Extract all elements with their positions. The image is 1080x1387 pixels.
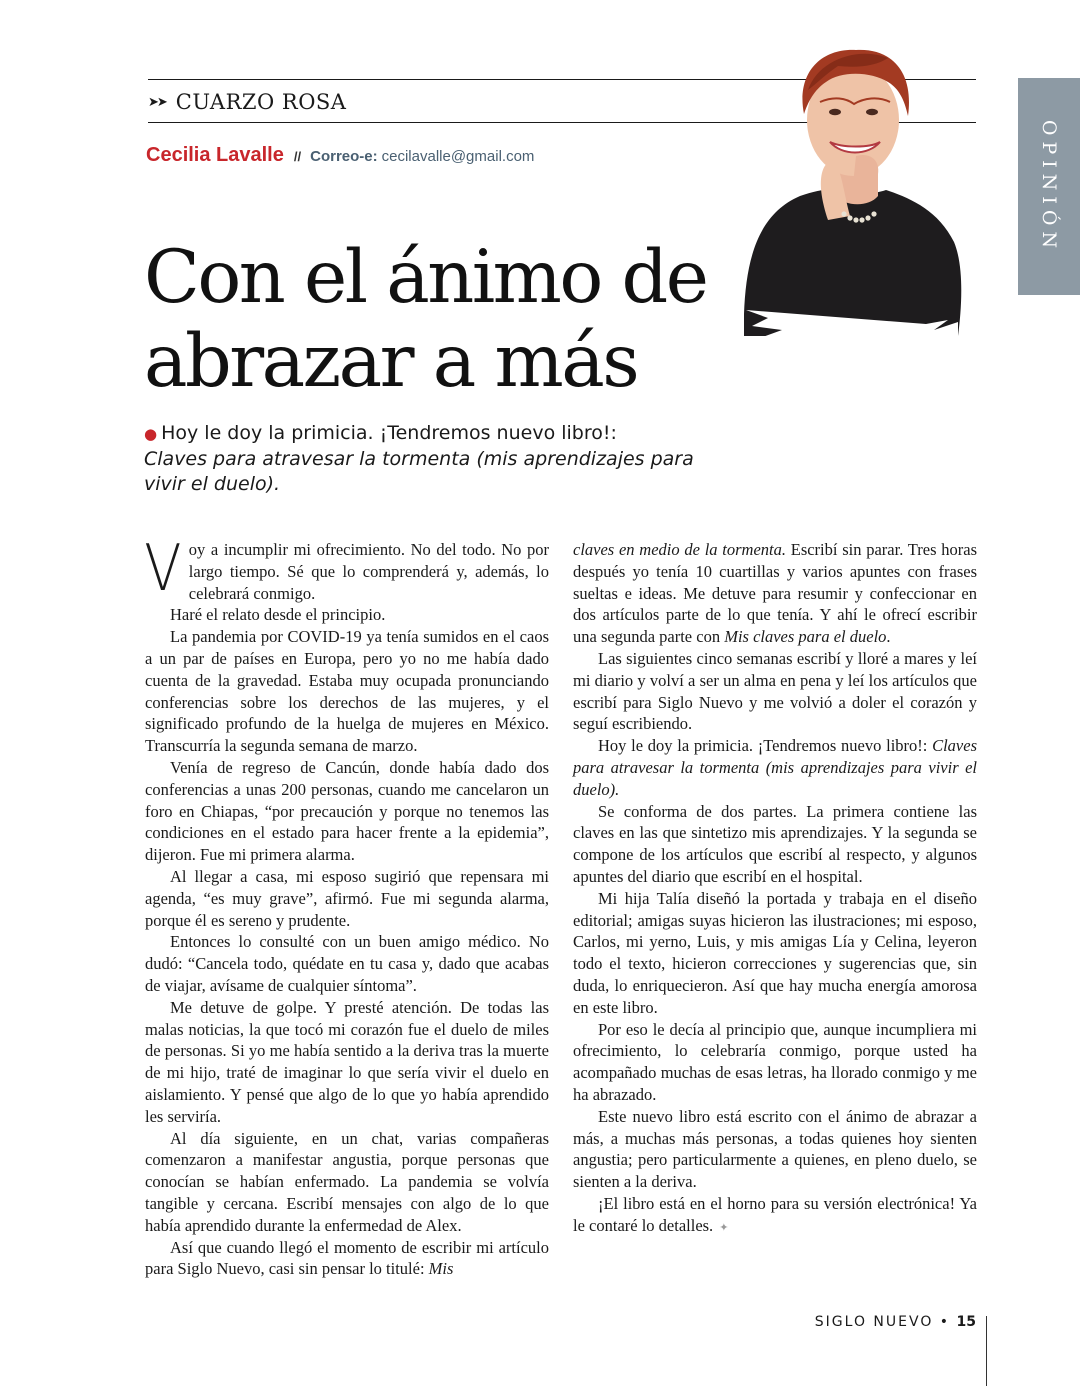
paragraph: Por eso le decía al principio que, aunque incumpliera mi ofrecimiento, lo celebraría conmigo, porque usted ha acompañado muchas de esas letras, ha llorado conmigo y me ha abrazado. (573, 1019, 977, 1104)
paragraph (144, 532, 549, 606)
byline (146, 144, 534, 167)
paragraph-text: oy a incumplir mi ofrecimiento. No del todo. No por largo tiempo. Sé que lo comprenderá y, además, lo celebrará conmigo. (188, 540, 549, 603)
byline-separator: // (293, 149, 302, 164)
headline-line-2: abrazar a más (144, 319, 638, 404)
body-column-left (144, 532, 549, 1280)
email-label: Correo-e: (310, 148, 378, 165)
paragraph (573, 735, 977, 800)
paragraph: La pandemia por COVID-19 ya tenía sumidos en el caos a un par de países en Europa, pero yo no me había dado cuenta de la gravedad. Estaba muy ocupada pronunciando conferencias sobre los derechos de las mujeres, y el significado profundo de la huelga de mujeres en México. Transcurría la segunda semana de marzo. (145, 627, 549, 756)
paragraph: Al llegar a casa, mi esposo sugirió que repensara mi agenda, “es muy grave”, afirmó. Fue mi segunda alarma, porque él es sereno y prudente. (145, 866, 549, 930)
section-tab-opinion (1018, 78, 1080, 295)
author-name: Cecilia Lavalle (146, 144, 284, 166)
drop-cap: V (144, 532, 182, 606)
book-title-text: Claves para atravesar la tormenta (mis aprendizajes para vivir el duelo). (573, 736, 978, 799)
paragraph-text: ¡El libro está en el horno para su versión electrónica! Ya le contaré lo detalles. (573, 1193, 977, 1235)
deck (144, 421, 704, 497)
headline (144, 236, 706, 404)
section-tab-label: OPINIÓN (1038, 119, 1060, 254)
book-title-text: Mis (428, 1259, 454, 1279)
paragraph: Venía de regreso de Cancún, donde había dado dos conferencias a unas 200 personas, cuando me cancelaron un foro en Chiapas, “por precaución y porque no tenemos las condiciones en el estado para hacer frente a la epidemia”, dijeron. Fue mi primera alarma. (145, 757, 549, 865)
paragraph-text: Así que cuando llegó el momento de escribir mi artículo para Siglo Nuevo, casi sin pensar lo titulé: (145, 1237, 549, 1279)
paragraph (573, 1193, 977, 1240)
deck-book-title: Claves para atravesar la tormenta (mis aprendizajes para vivir el duelo). (144, 448, 694, 495)
paragraph: Mi hija Talía diseñó la portada y trabaja en el diseño editorial; amigas suyas hicieron las ilustraciones; mi esposo, Carlos, mi yerno, Luis, y mis amigas Lía y Celina, leyeron todo el texto, hicieron correcciones y sugerencias que, sin duda, lo enriquecieron. Así que hay mucha energía amorosa en este libro. (573, 888, 977, 1017)
footer-separator: • (939, 1314, 951, 1330)
paragraph (145, 1237, 549, 1281)
paragraph: Me detuve de golpe. Y presté atención. De todas las malas noticias, la que tocó mi corazón fue el duelo de miles de personas. Si yo me había sentido a la deriva tras la muerte de mi hijo, traté de imaginar lo que sería vivir el duelo en aislamiento. Y pensé que algo de lo que yo había aprendido les serviría. (145, 997, 549, 1126)
paragraph: Las siguientes cinco semanas escribí y lloré a mares y leí mi diario y volví a ser un alma en pena y leí los artículos que escribí para Siglo Nuevo y me volvió a doler el corazón y seguí escribiendo. (573, 648, 977, 734)
paragraph-text: . (886, 627, 891, 647)
book-title-text: claves en medio de la tormenta. (573, 540, 786, 559)
deck-lead-text: Hoy le doy la primicia. ¡Tendremos nuevo libro!: (161, 422, 617, 444)
page-footer (815, 1314, 976, 1330)
paragraph: Haré el relato desde el principio. (170, 605, 386, 625)
paragraph: Este nuevo libro está escrito con el ánimo de abrazar a más, a muchas más personas, a todas quienes hoy sienten angustia; pero particularmente a quienes, en pleno duelo, se sienten a la deriva. (573, 1106, 977, 1192)
paragraph: Entonces lo consulté con un buen amigo médico. No dudó: “Cancela todo, quédate en tu casa y, dado que acabas de viajar, avísame de cualquier síntoma”. (145, 932, 549, 995)
paragraph: Se conforma de dos partes. La primera contiene las claves en las que sintetizo mis aprendizajes. Y la segunda se compone de los artículos que escribí al respecto, y algunos apuntes del diario que escribí en el hospital. (573, 801, 977, 886)
paragraph-text: Hoy le doy la primicia. ¡Tendremos nuevo libro!: (598, 736, 928, 756)
column-name (148, 89, 346, 115)
paragraph (573, 539, 977, 648)
double-arrow-icon: ➤➤ (148, 94, 166, 110)
author-email-link[interactable]: cecilavalle@gmail.com (381, 148, 535, 165)
book-title-text: Mis claves para el duelo (724, 627, 887, 647)
paragraph: Al día siguiente, en un chat, varias compañeras comenzaron a manifestar angustia, porque personas que conocían se habían enfermado. La pandemia se volvía tangible y cercana. Escribí mensajes con algo de lo que había aprendido durante la enfermedad de Alex. (145, 1128, 549, 1235)
column-name-label: CUARZO ROSA (175, 90, 347, 114)
author-portrait (738, 44, 970, 344)
end-mark-icon: ✦ (719, 1221, 729, 1234)
deck-lead (144, 421, 704, 447)
page-number: 15 (956, 1314, 976, 1330)
magazine-name: SIGLO NUEVO (814, 1314, 934, 1330)
paragraph-text: Escribí sin parar. Tres horas después yo tenía 10 cuartillas y varios apuntes con frases sueltas e ideas. Me detuve para resumir y confeccionar en dos artículos parte de lo que tenía. Y ahí le ofrecí escribir una segunda parte con (573, 540, 978, 647)
bullet-dot-icon: ● (144, 425, 158, 443)
body-column-right (573, 539, 977, 1240)
footer-rule (986, 1316, 987, 1386)
headline-line-1: Con el ánimo de (144, 235, 707, 320)
